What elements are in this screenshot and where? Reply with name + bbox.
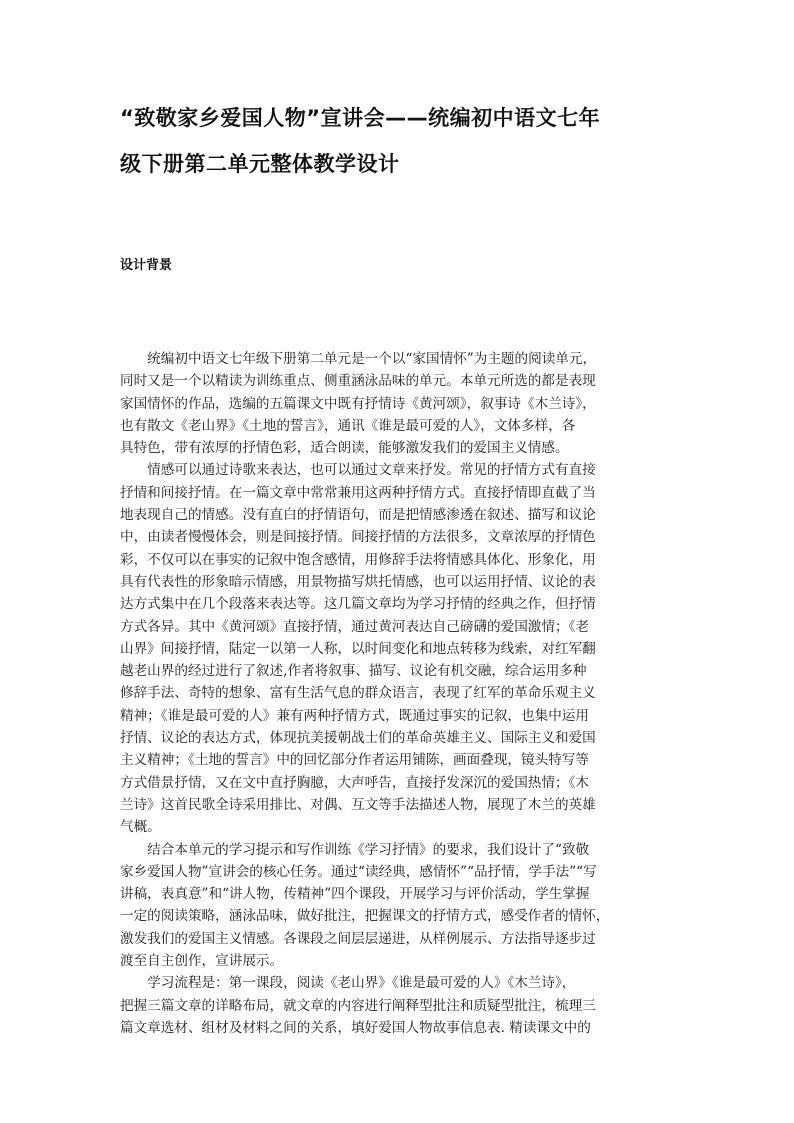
text-line: 统编初中语文七年级下册第二单元是一个以“家国情怀”为主题的阅读单元， [120,351,597,367]
text-line: 情感可以通过诗歌来表达，也可以通过文章来抒发。常见的抒情方式有直接 [120,462,596,479]
paragraph-4 [120,972,680,1039]
body-text [120,348,680,1039]
document-title [120,95,680,187]
title-line-1: “致敬家乡爱国人物”宣讲会——统编初中语文七年 [120,106,601,130]
text-line: 抒情和间接抒情。在一篇文章中常常兼用这两种抒情方式。直接抒情即直截了当 [120,484,596,501]
text-line: 具特色，带有浓厚的抒情色彩，适合朗读，能够激发我们的爱国主义情感。 [120,440,569,457]
text-line: 家国情怀的作品，选编的五篇课文中既有抒情诗《黄河颂》，叙事诗《木兰诗》， [120,395,596,412]
text-line: 修辞手法、奇特的想象、富有生活气息的群众语言，表现了红军的革命乐观主义 [120,685,596,702]
text-line: 彩，不仅可以在事实的记叙中饱含感情，用修辞手法将情感具体化、形象化，用 [120,551,596,568]
text-line: 达方式集中在几个段落来表达等。这几篇文章均为学习抒情的经典之作，但抒情 [120,596,596,613]
text-line: 一定的阅读策略，涵泳品味，做好批注，把握课文的抒情方式，感受作者的情怀， [120,908,610,925]
text-line: 渡至自主创作，宣讲展示。 [120,953,284,970]
text-line: 也有散文《老山界》《土地的誓言》，通讯《谁是最可爱的人》，文体多样，各 [120,417,576,434]
text-line: 学习流程是：第一课段，阅读《老山界》《谁是最可爱的人》《木兰诗》， [120,975,576,992]
title-line-2: 级下册第二单元整体教学设计 [120,152,400,176]
text-line: 结合本单元的学习提示和写作训练《学习抒情》的要求，我们设计了“致敬 [120,841,590,858]
paragraph-1 [120,348,680,459]
text-line: 越老山界的经过进行了叙述,作者将叙事、描写、议论有机交融，综合运用多种 [120,663,587,680]
text-line: 抒情、议论的表达方式，体现抗美援朝战士们的革命英雄主义、国际主义和爱国 [120,730,596,747]
text-line: 家乡爱国人物”宣讲会的核心任务。通过“读经典，感情怀”“品抒情，学手法”“写 [120,863,597,880]
text-line: 方式各异。其中《黄河颂》直接抒情，通过黄河表达自己磅礴的爱国激情；《老 [120,618,589,635]
text-line: 精神；《谁是最可爱的人》兼有两种抒情方式，既通过事实的记叙，也集中运用 [120,707,589,724]
text-line: 同时又是一个以精读为训练重点、侧重涵泳品味的单元。本单元所选的都是表现 [120,373,596,390]
text-line: 把握三篇文章的详略布局，就文章的内容进行阐释型批注和质疑型批注，梳理三 [120,997,596,1014]
text-line: 气概。 [120,819,161,836]
paragraph-2 [120,459,680,838]
text-line: 山界》间接抒情，陆定一以第一人称，以时间变化和地点转移为线索，对红军翻 [120,640,596,657]
paragraph-3 [120,839,680,973]
text-line: 兰诗》这首民歌全诗采用排比、对偶、互文等手法描述人物，展现了木兰的英雄 [120,796,596,813]
text-line: 篇文章选材、组材及材料之间的关系，填好爱国人物故事信息表. 精读课文中的 [120,1019,591,1036]
text-line: 主义精神；《土地的誓言》中的回忆部分作者运用铺陈，画面叠现，镜头特写等 [120,752,589,769]
text-line: 激发我们的爱国主义情感。各课段之间层层递进，从样例展示、方法指导逐步过 [120,930,596,947]
text-line: 中，由读者慢慢体会，则是间接抒情。间接抒情的方法很多，文章浓厚的抒情色 [120,529,596,546]
text-line: 方式借景抒情，又在文中直抒胸臆，大声呼告，直接抒发深沉的爱国热情；《木 [120,774,589,791]
text-line: 地表现自己的情感。没有直白的抒情语句，而是把情感渗透在叙述、描写和议论 [120,507,596,524]
text-line: 具有代表性的形象暗示情感，用景物描写烘托情感，也可以运用抒情、议论的表 [120,573,596,590]
text-line: 讲稿，表真意”和“讲人物，传精神”四个课段，开展学习与评价活动，学生掌握 [120,886,590,903]
section-heading: 设计背景 [120,258,173,273]
